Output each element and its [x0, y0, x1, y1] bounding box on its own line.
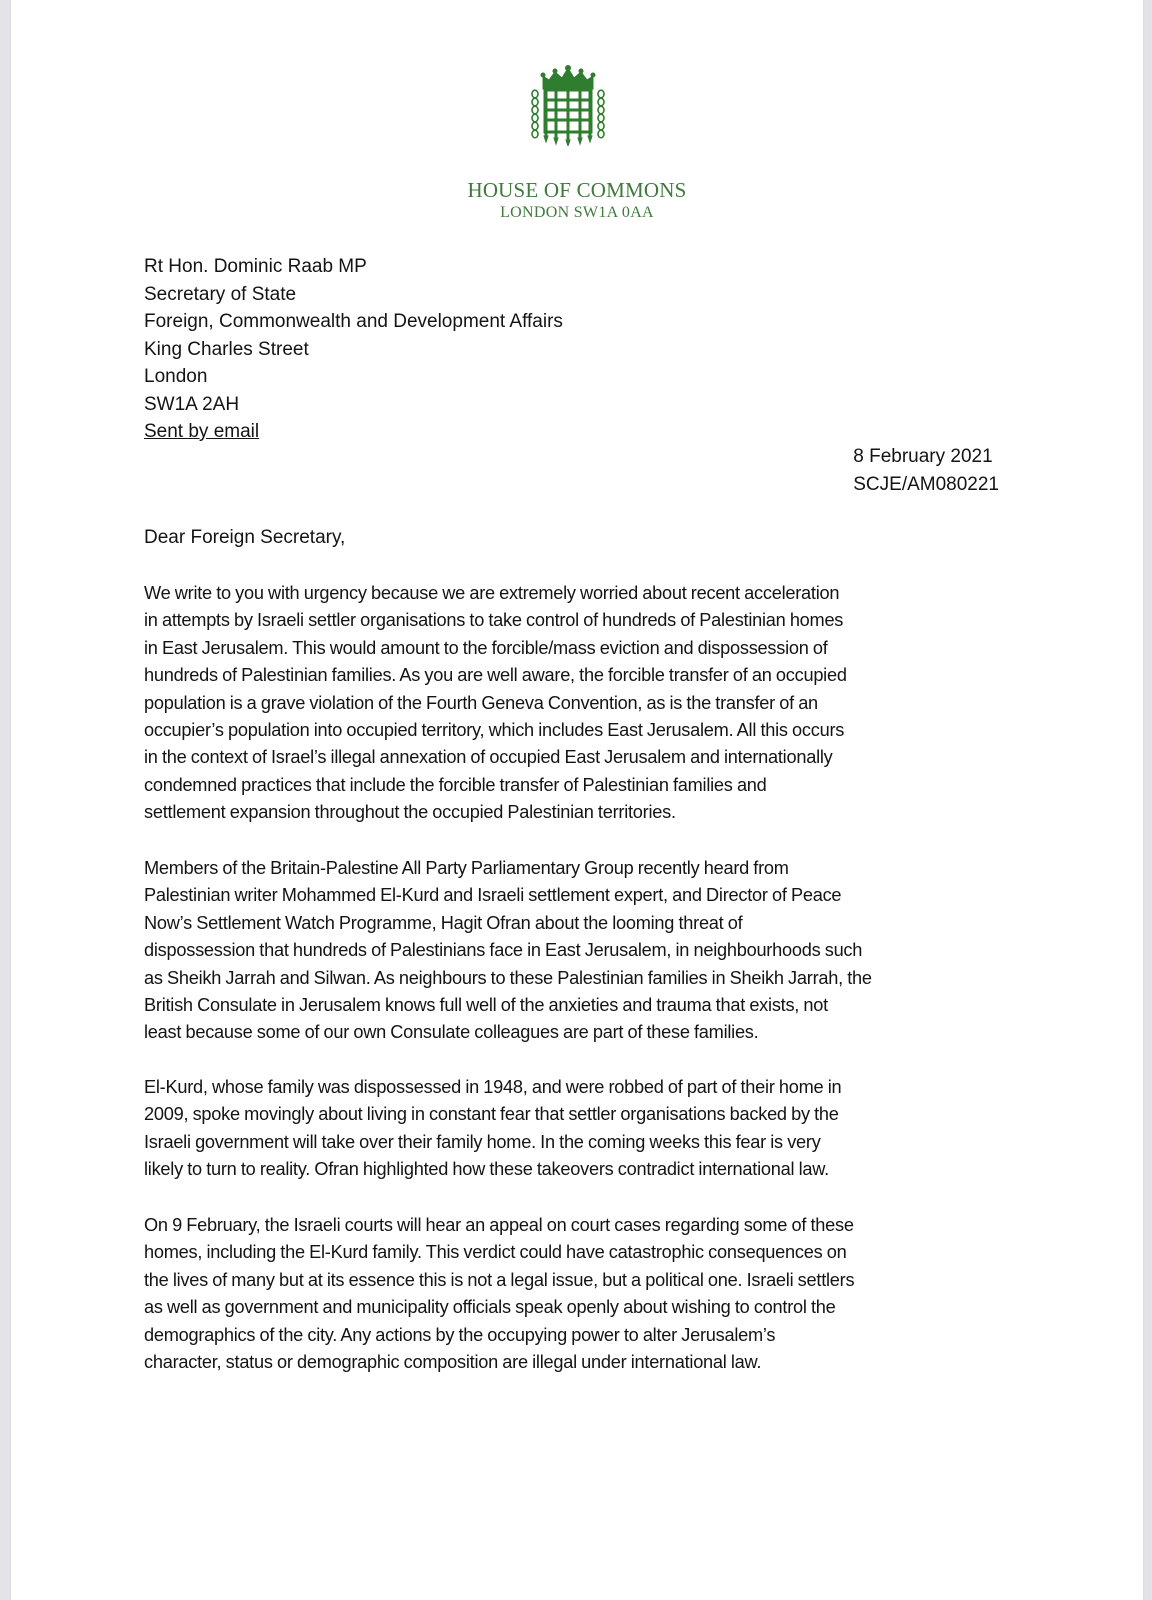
- salutation: Dear Foreign Secretary,: [144, 527, 346, 548]
- body-paragraph: [144, 855, 1004, 1047]
- letterhead-address: LONDON SW1A 0AA: [500, 204, 654, 221]
- text-line: hundreds of Palestinian families. As you are well aware, the forcible transfer of an occupied: [144, 665, 847, 686]
- text-line: We write to you with urgency because we are extremely worried about recent acceleration: [144, 583, 840, 603]
- recipient-address-block: [144, 253, 563, 446]
- text-line: On 9 February, the Israeli courts will hear an appeal on court cases regarding some of these: [144, 1215, 854, 1235]
- recipient-street: King Charles Street: [144, 338, 309, 360]
- text-line: condemned practices that include the forcible transfer of Palestinian families and: [144, 774, 767, 795]
- text-line: in the context of Israel’s illegal annexation of occupied East Jerusalem and internationally: [144, 747, 833, 768]
- letter-date: 8 February 2021: [853, 446, 993, 467]
- letterhead-title: HOUSE OF COMMONS: [467, 178, 687, 202]
- recipient-postcode: SW1A 2AH: [144, 393, 240, 415]
- recipient-city: London: [144, 366, 208, 387]
- text-line: British Consulate in Jerusalem knows full well of the anxieties and trauma that exists, not: [144, 995, 828, 1016]
- text-line: the lives of many but at its essence this is not a legal issue, but a political one. Israeli settlers: [144, 1269, 855, 1290]
- text-line: in East Jerusalem. This would amount to the forcible/mass eviction and dispossession of: [144, 637, 828, 658]
- text-line: Members of the Britain-Palestine All Party Parliamentary Group recently heard from: [144, 858, 789, 878]
- text-line: as Sheikh Jarrah and Silwan. As neighbours to these Palestinian families in Sheikh Jarrah, the: [144, 967, 872, 988]
- date-reference-block: [853, 443, 999, 498]
- text-line: demographics of the city. Any actions by the occupying power to alter Jerusalem’s: [144, 1324, 776, 1345]
- text-line: settlement expansion throughout the occupied Palestinian territories.: [144, 802, 676, 823]
- text-line: least because some of our own Consulate colleagues are part of these families.: [144, 1022, 759, 1043]
- text-line: occupier’s population into occupied territory, which includes East Jerusalem. All this occurs: [144, 720, 845, 741]
- letter-page: [11, 0, 1143, 1600]
- delivery-method: Sent by email: [144, 421, 260, 442]
- body-paragraph: [144, 1074, 1004, 1184]
- text-line: in attempts by Israeli settler organisations to take control of hundreds of Palestinian homes: [144, 610, 844, 631]
- recipient-title: Secretary of State: [144, 283, 297, 305]
- letter-reference: SCJE/AM080221: [853, 473, 999, 495]
- text-line: 2009, spoke movingly about living in constant fear that settler organisations backed by the: [144, 1104, 839, 1125]
- text-line: El-Kurd, whose family was dispossessed in 1948, and were robbed of part of their home in: [144, 1077, 842, 1097]
- text-line: population is a grave violation of the Fourth Geneva Convention, as is the transfer of an: [144, 692, 818, 713]
- text-line: Now’s Settlement Watch Programme, Hagit Ofran about the looming threat of: [144, 912, 743, 933]
- portcullis-crown-icon: [529, 64, 607, 146]
- text-line: Palestinian writer Mohammed El-Kurd and Israeli settlement expert, and Director of Peace: [144, 885, 842, 906]
- text-line: Israeli government will take over their family home. In the coming weeks this fear is very: [144, 1131, 821, 1152]
- text-line: character, status or demographic composition are illegal under international law.: [144, 1352, 762, 1373]
- text-line: homes, including the El-Kurd family. This verdict could have catastrophic consequences on: [144, 1242, 847, 1263]
- body-paragraph: [144, 1212, 1004, 1376]
- text-line: as well as government and municipality officials speak openly about wishing to control the: [144, 1297, 836, 1318]
- text-line: dispossession that hundreds of Palestinians face in East Jerusalem, in neighbourhoods such: [144, 940, 863, 961]
- body-paragraph: [144, 580, 1004, 827]
- text-line: likely to turn to reality. Ofran highlighted how these takeovers contradict international law.: [144, 1159, 829, 1180]
- recipient-department: Foreign, Commonwealth and Development Affairs: [144, 311, 563, 332]
- recipient-name: Rt Hon. Dominic Raab MP: [144, 256, 367, 277]
